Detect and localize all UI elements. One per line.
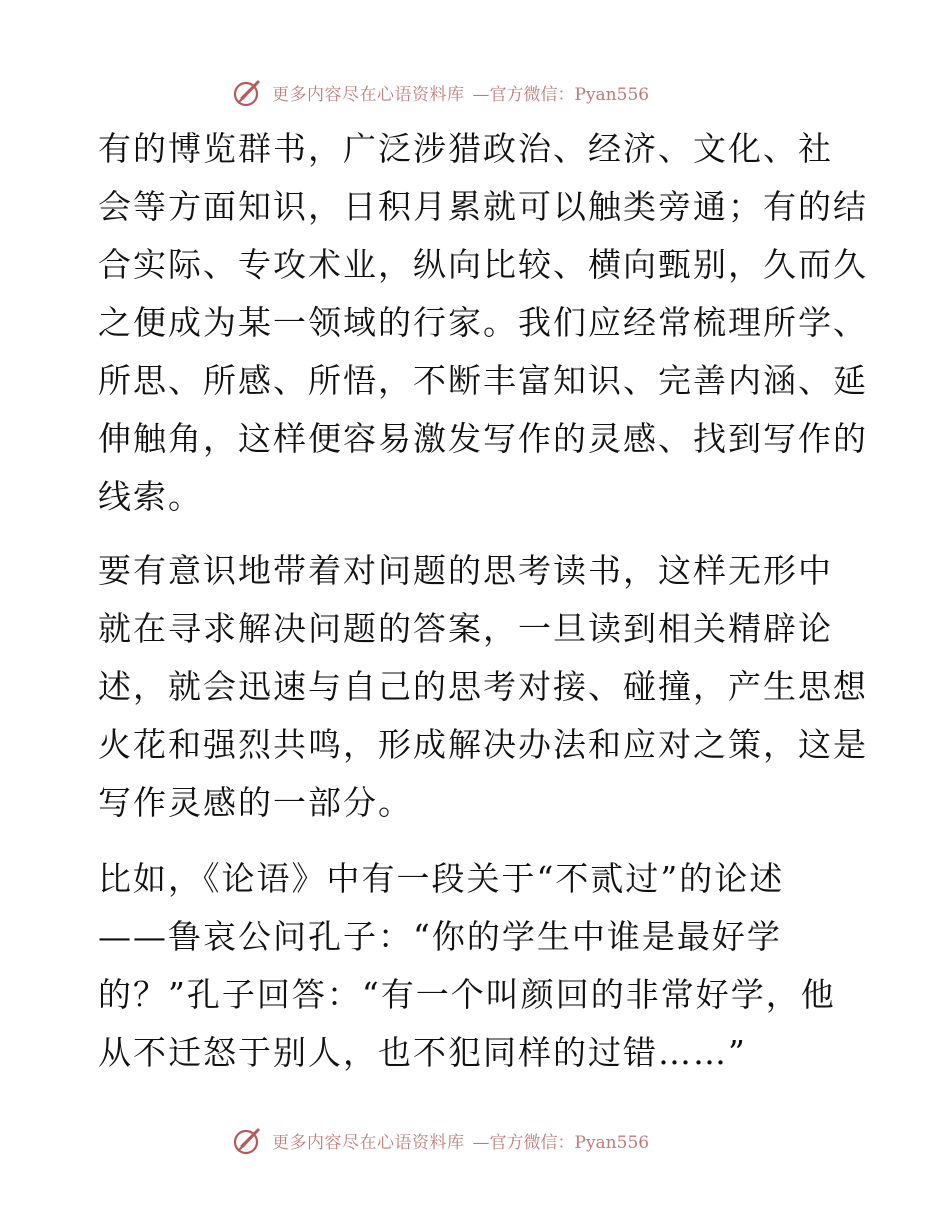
text-line: ——鲁哀公问孔子：“你的学生中谁是最好学 bbox=[98, 917, 782, 956]
text-line: 要有意识地带着对问题的思考读书，这样无形中 bbox=[98, 551, 833, 590]
text-line: 火花和强烈共鸣，形成解决办法和应对之策，这是 bbox=[98, 725, 868, 764]
text-line: 述，就会迅速与自己的思考对接、碰撞，产生思想 bbox=[98, 667, 868, 706]
text-line: 合实际、专攻术业，纵向比较、横向甄别，久而久 bbox=[98, 245, 868, 284]
paragraph-2 bbox=[98, 542, 868, 832]
text-line: 所思、所感、所悟，不断丰富知识、完善内涵、延 bbox=[98, 361, 868, 400]
paragraph-3 bbox=[98, 850, 858, 1082]
paragraph-1 bbox=[98, 120, 868, 526]
quill-logo-icon bbox=[232, 76, 264, 108]
watermark-banner-bottom bbox=[232, 1120, 649, 1160]
text-line: 从不迁怒于别人，也不犯同样的过错……” bbox=[98, 1033, 747, 1072]
text-line: 线索。 bbox=[98, 477, 203, 516]
watermark-contact: —官方微信：Pyan556 bbox=[472, 84, 650, 105]
watermark-banner-top bbox=[232, 72, 649, 112]
text-line: 伸触角，这样便容易激发写作的灵感、找到写作的 bbox=[98, 419, 868, 458]
text-line: 之便成为某一领域的行家。我们应经常梳理所学、 bbox=[98, 303, 868, 342]
watermark-text: 更多内容尽在心语资料库 bbox=[272, 1132, 465, 1153]
text-line: 的？”孔子回答：“有一个叫颜回的非常好学，他 bbox=[98, 975, 836, 1014]
watermark-text: 更多内容尽在心语资料库 bbox=[272, 84, 465, 105]
text-line: 会等方面知识，日积月累就可以触类旁通；有的结 bbox=[98, 187, 868, 226]
quill-logo-icon bbox=[232, 1124, 264, 1156]
text-line: 写作灵感的一部分。 bbox=[98, 783, 413, 822]
text-line: 就在寻求解决问题的答案，一旦读到相关精辟论 bbox=[98, 609, 833, 648]
watermark-contact: —官方微信：Pyan556 bbox=[472, 1132, 650, 1153]
text-line: 有的博览群书，广泛涉猎政治、经济、文化、社 bbox=[98, 129, 833, 168]
text-line: 比如，《论语》中有一段关于“不贰过”的论述 bbox=[98, 859, 785, 898]
